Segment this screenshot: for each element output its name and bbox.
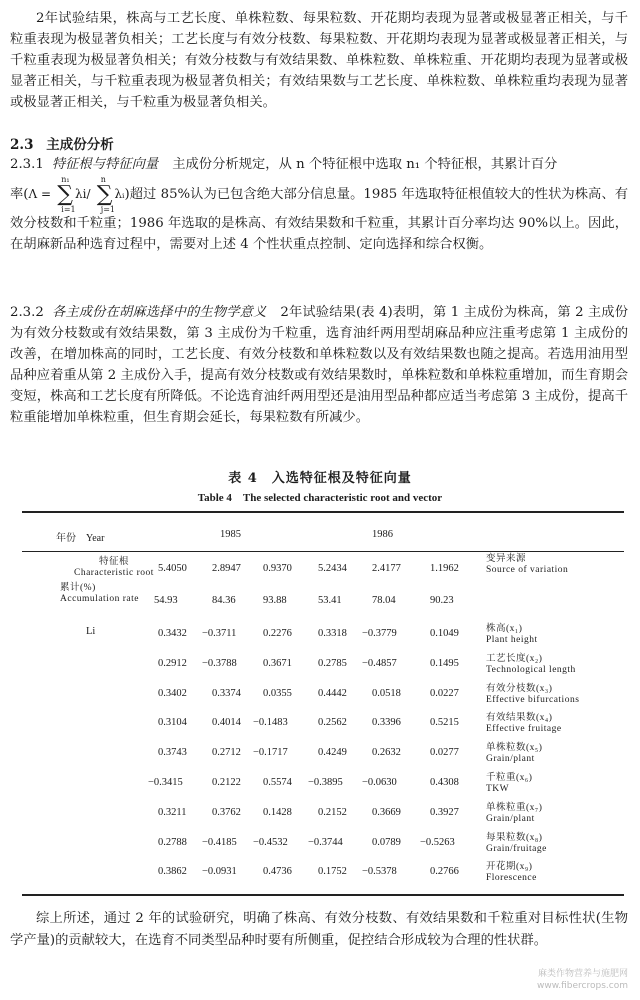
- trait-label: [486, 803, 542, 825]
- trait-label: [486, 862, 537, 884]
- vector-value: 0.3927: [430, 806, 459, 818]
- vector-value: −0.4532: [253, 836, 288, 848]
- vector-value: 0.3318: [318, 628, 347, 639]
- vector-value: 0.2712: [212, 747, 241, 759]
- text-b-prefix: 率(: [10, 187, 29, 202]
- trait-label: [486, 684, 579, 706]
- vector-value: −0.0630: [362, 777, 397, 788]
- accum-label-cn: 累计(%): [60, 583, 96, 593]
- vector-value: −0.5378: [362, 866, 397, 878]
- vector-value: −0.3779: [362, 628, 397, 639]
- formula-lhs: Λ =: [28, 187, 52, 201]
- vector-value: −0.1717: [253, 747, 288, 759]
- table-caption-cn: 表 4 入选特征根及特征向量: [228, 471, 412, 486]
- trait-label-cn: 开花期(x₉): [486, 862, 533, 873]
- sum2-top: n: [100, 174, 106, 184]
- intro-paragraph: 2年试验结果，株高与工艺长度、单株粒数、每果粒数、开花期均表现为显著或极显著正相关，与千粒重表现为极显著负相关；工艺长度与有效分枝数、每果粒数、开花期均表现为显著或极显著正相关，与千粒重表现为极显著负相关；有效分枝数与有效结果数、单株粒数、单株粒重、开花期均表现为显著或极显著正相关，与千粒重表现为极显著负相关；有效结果数与工艺长度、单株粒数、单株粒重均表现为显著或极显著正相关，与千粒重为极显著负相关。: [10, 11, 628, 110]
- source-label: [486, 554, 568, 576]
- vector-value: −0.1483: [253, 717, 288, 729]
- root-label: [74, 557, 154, 579]
- vector-value: 0.2785: [318, 657, 347, 669]
- trait-label: [486, 654, 576, 676]
- vector-value: 0.3104: [158, 717, 187, 729]
- sum2-bottom: j=1: [100, 204, 116, 214]
- vector-value: 0.2562: [318, 717, 347, 729]
- sum1-bottom: i=1: [61, 204, 76, 214]
- trait-label-cn: 有效结果数(x₄): [486, 713, 553, 724]
- trait-label-cn: 单株粒重(x₇): [486, 802, 543, 813]
- section-2-3-heading: [10, 133, 114, 153]
- accum-value: 54.93: [154, 595, 178, 606]
- accum-value: 90.23: [430, 595, 454, 606]
- vector-value: 0.5215: [430, 717, 459, 729]
- vector-value: 0.0518: [372, 687, 401, 699]
- vector-value: 0.1428: [263, 806, 292, 818]
- vector-value: −0.5263: [420, 836, 455, 848]
- source-label-cn: 变异来源: [486, 554, 527, 564]
- trait-label-en: Grain/plant: [486, 813, 535, 824]
- root-value: 5.2434: [318, 563, 347, 574]
- trait-label-cn: 单株粒数(x₅): [486, 743, 543, 754]
- formula-numerator: λi/: [75, 187, 91, 201]
- trait-label-en: Effective fruitage: [486, 724, 562, 735]
- trait-label-cn: 工艺长度(x₂): [486, 653, 543, 664]
- formula-denominator: λᵢ: [114, 187, 125, 201]
- trait-label-en: TKW: [486, 784, 510, 794]
- root-label-cn: 特征根: [98, 557, 129, 567]
- vector-value: −0.3788: [202, 657, 237, 669]
- trait-label: [486, 773, 532, 795]
- sum1-top: n₁: [61, 174, 70, 184]
- trait-label: [486, 624, 538, 646]
- vector-value: 0.3432: [158, 628, 187, 639]
- sum-symbol-2: ∑ n j=1: [96, 174, 116, 214]
- vector-value: 0.3374: [212, 687, 241, 699]
- root-value: 2.8947: [212, 563, 241, 574]
- vector-value: −0.3744: [308, 836, 343, 848]
- root-value: 1.1962: [430, 563, 459, 574]
- trait-label-cn: 株高(x₁): [486, 624, 523, 634]
- trait-label-cn: 每果粒数(x₈): [486, 832, 543, 843]
- vector-label: Li: [86, 626, 96, 637]
- root-value: 2.4177: [372, 563, 401, 574]
- vector-value: 0.4014: [212, 717, 241, 729]
- root-value: 0.9370: [263, 563, 292, 574]
- accum-value: 53.41: [318, 595, 342, 606]
- watermark-line-1: 麻类作物营养与施肥网: [537, 969, 628, 979]
- vector-value: 0.2122: [212, 777, 241, 788]
- table-header-1986: 1986: [372, 529, 393, 540]
- trait-label-en: Grain/fruitage: [486, 843, 547, 854]
- vector-value: 0.0789: [372, 836, 401, 848]
- root-value: 5.4050: [158, 563, 187, 574]
- trait-label-en: Grain/plant: [486, 754, 535, 765]
- trait-label: [486, 743, 542, 765]
- vector-value: 0.3743: [158, 747, 187, 759]
- table-header-rule: [22, 551, 624, 552]
- watermark-line-2: www.fibercrops.com: [537, 981, 628, 991]
- table-header-1985: 1985: [220, 529, 241, 540]
- vector-value: 0.1049: [430, 628, 459, 639]
- vector-value: −0.3711: [202, 628, 237, 639]
- conclusion-paragraph: 综上所述，通过 2 年的试验研究，明确了株高、有效分枝数、有效结果数和千粒重对目标性状(生物学产量)的贡献较大，在选育不同类型品种时要有所侧重，促控结合形成较为合理的性状群。: [10, 911, 628, 948]
- vector-value: 0.2632: [372, 747, 401, 759]
- table-bottom-rule: [22, 894, 624, 896]
- vector-value: −0.3415: [148, 777, 183, 788]
- vector-value: 0.3402: [158, 687, 187, 699]
- vector-value: 0.4736: [263, 866, 292, 878]
- sum-symbol-1: ∑ n₁ i=1: [57, 174, 76, 214]
- vector-value: 0.0227: [430, 687, 459, 699]
- trait-label-en: Technological length: [486, 664, 576, 675]
- trait-label-en: Florescence: [486, 873, 537, 884]
- subsection-number: 2.3.1: [10, 157, 44, 172]
- vector-value: 0.0277: [430, 747, 459, 759]
- vector-value: 0.1495: [430, 657, 459, 669]
- vector-value: −0.4857: [362, 657, 397, 669]
- trait-label: [486, 713, 562, 735]
- vector-value: 0.3671: [263, 657, 292, 669]
- vector-value: 0.2766: [430, 866, 459, 878]
- vector-value: 0.4308: [430, 777, 459, 788]
- vector-value: 0.3211: [158, 806, 187, 818]
- accum-label-en: Accumulation rate: [60, 594, 139, 604]
- section-title: 主成份分析: [46, 137, 114, 153]
- vector-value: −0.3895: [308, 777, 343, 788]
- section-number: 2.3: [10, 137, 34, 153]
- trait-label-cn: 千粒重(x₆): [486, 773, 533, 783]
- source-label-en: Source of variation: [486, 565, 569, 575]
- accum-value: 78.04: [372, 595, 396, 606]
- subsection-title: 特征根与特征向量: [51, 157, 159, 172]
- vector-value: 0.2912: [158, 657, 187, 669]
- subsection-text: 2年试验结果(表 4)表明，第 1 主成份为株高，第 2 主成份为有效分枝数或有效结果数，第 3 主成份为千粒重，选育油纤两用型胡麻品种应注重考虑第 1 主成份的改善，在增加株高的同时，工艺长度、有效分枝数和单株粒数以及有效结果数也随之提高。若选用油用型品种应着重从第 2 主成份入手，提高有效分枝数或有效结果数时，单株粒数和单株粒重增加，而生育期会变短，株高和工艺长度有所降低。不论选育油纤两用型还是油用型品种都应适当考虑第 3 主成份，提高千粒重能增加单株粒重，但生育期会延长，每果粒数有所减少。: [10, 305, 628, 425]
- accum-label: [60, 583, 139, 605]
- section-2-3-2: [10, 302, 628, 428]
- vector-value: 0.2152: [318, 806, 347, 818]
- trait-label-en: Effective bifurcations: [486, 694, 580, 705]
- table-top-rule: [22, 511, 624, 513]
- root-label-en: Characteristic root: [74, 568, 154, 578]
- vector-value: 0.3396: [372, 717, 401, 729]
- trait-label: [486, 833, 547, 855]
- section-2-3-1: [10, 154, 628, 255]
- vector-value: 0.5574: [263, 777, 292, 788]
- vector-value: 0.4249: [318, 747, 347, 759]
- vector-value: 0.1752: [318, 866, 347, 878]
- subsection-number: 2.3.2: [10, 305, 44, 320]
- vector-value: 0.3762: [212, 806, 241, 818]
- vector-value: −0.4185: [202, 836, 237, 848]
- subsection-title: 各主成份在胡麻选择中的生物学意义: [51, 305, 267, 320]
- table-header-year-label: 年份 Year: [56, 533, 105, 544]
- table-caption-en: Table 4 The selected characteristic root and vector: [197, 492, 443, 504]
- vector-value: 0.3862: [158, 866, 187, 878]
- vector-value: 0.4442: [318, 687, 347, 699]
- subsection-text-a: 主成份分析规定，从 n 个特征根中选取 n₁ 个特征根，其累计百分: [172, 157, 558, 172]
- vector-value: −0.0931: [202, 866, 237, 878]
- accum-value: 93.88: [263, 595, 287, 606]
- vector-value: 0.3669: [372, 806, 401, 818]
- watermark: [537, 968, 628, 992]
- vector-value: 0.2788: [158, 836, 187, 848]
- vector-value: 0.0355: [263, 687, 292, 699]
- accum-value: 84.36: [212, 595, 236, 606]
- subsection-text-b: )超过 85%认为已包含绝大部分信息量。1985 年选取特征根值较大的性状为株高、有效分枝数和千粒重；1986 年选取的是株高、有效结果数和千粒重，其累计百分率均达 90%以上。因此，在胡麻新品种选育过程中，需要对上述 4 个性状重点控制、定向选择和综合权衡。: [10, 187, 628, 252]
- trait-label-en: Plant height: [486, 635, 538, 645]
- trait-label-cn: 有效分枝数(x₃): [486, 683, 553, 694]
- vector-value: 0.2276: [263, 628, 292, 639]
